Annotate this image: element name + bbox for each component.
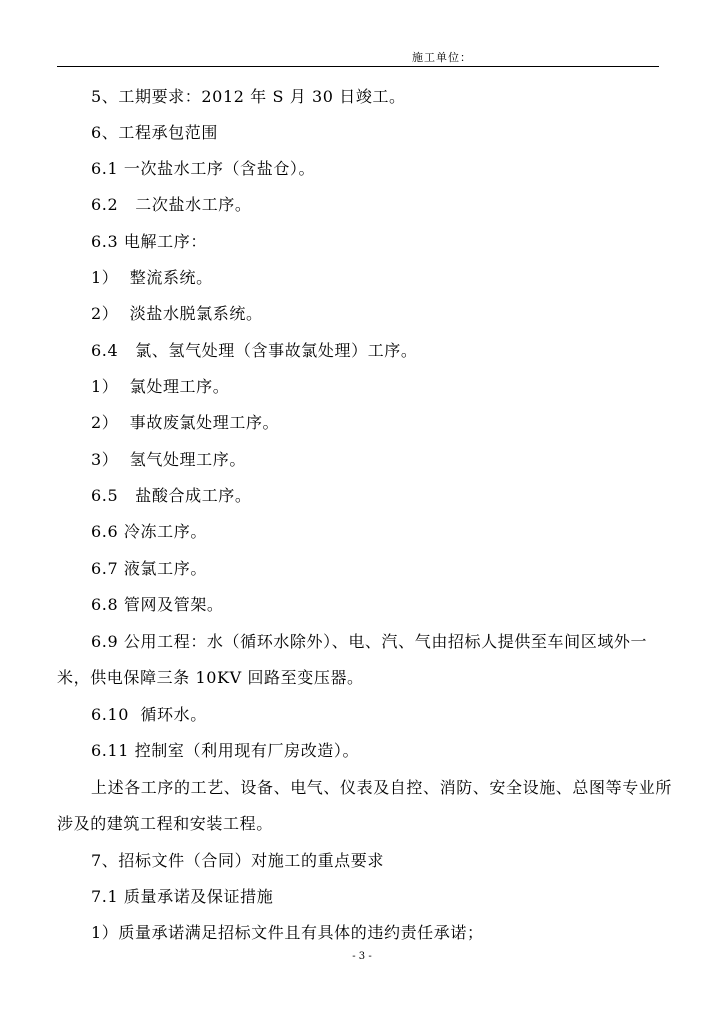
scope-summary-continued: 涉及的建筑工程和安装工程。 (57, 814, 273, 833)
item-6-9: 6.9 公用工程：水（循环水除外）、电、汽、气由招标人提供至车间区域外一 (91, 632, 648, 651)
item-6-7: 6.7 液氯工序。 (91, 559, 207, 578)
section-heading-7: 7、招标文件（合同）对施工的重点要求 (91, 851, 384, 870)
item-6-4: 6.4 氯、氢气处理（含事故氯处理）工序。 (91, 341, 418, 360)
item-6-4-3: 3） 氢气处理工序。 (91, 450, 246, 469)
scope-summary: 上述各工序的工艺、设备、电气、仪表及自控、消防、安全设施、总图等专业所 (91, 778, 673, 797)
item-6-3-2: 2） 淡盐水脱氯系统。 (91, 304, 263, 323)
item-7-1: 7.1 质量承诺及保证措施 (91, 887, 274, 906)
paragraph-schedule: 5、工期要求：2012 年 S 月 30 日竣工。 (91, 87, 406, 106)
item-6-2: 6.2 二次盐水工序。 (91, 195, 252, 214)
item-6-10: 6.10 循环水。 (91, 705, 207, 724)
item-6-1: 6.1 一次盐水工序（含盐仓）。 (91, 159, 316, 178)
item-6-4-1: 1） 氯处理工序。 (91, 377, 230, 396)
item-6-11: 6.11 控制室（利用现有厂房改造）。 (91, 741, 360, 760)
section-heading-6: 6、工程承包范围 (91, 123, 218, 142)
item-6-3-1: 1） 整流系统。 (91, 268, 213, 287)
item-6-9-continued: 米，供电保障三条 10KV 回路至变压器。 (57, 668, 364, 687)
item-6-8: 6.8 管网及管架。 (91, 595, 224, 614)
construction-unit-label: 施工单位： (412, 51, 472, 64)
header-divider (57, 66, 659, 67)
item-6-4-2: 2） 事故废氯处理工序。 (91, 413, 280, 432)
item-6-3: 6.3 电解工序： (91, 232, 207, 251)
item-7-1-1: 1）质量承诺满足招标文件且有具体的违约责任承诺； (91, 923, 484, 942)
item-6-6: 6.6 冷冻工序。 (91, 522, 207, 541)
item-6-5: 6.5 盐酸合成工序。 (91, 486, 252, 505)
page-number: - 3 - (352, 951, 372, 962)
